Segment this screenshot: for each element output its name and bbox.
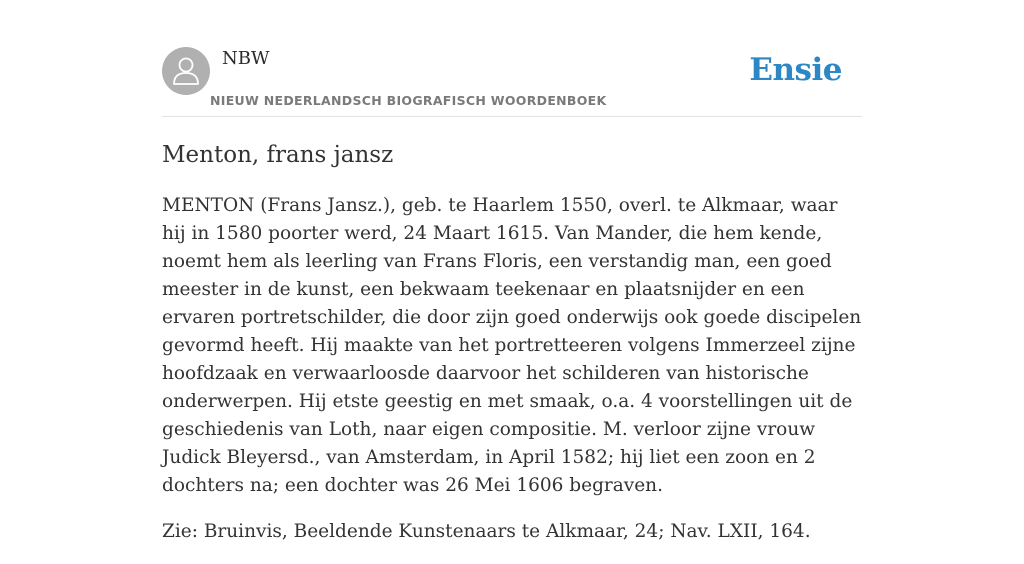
article-paragraph-main: MENTON (Frans Jansz.), geb. te Haarlem 1550, overl. te Alkmaar, waar hij in 1580 poorter werd, 24 Maart 1615. Van Mander, die hem kende, noemt hem als leerling van Frans Floris, een verstandig man, een goed meester in de kunst, een bekwaam teekenaar en plaatsnijder en een ervaren portretschilder, die door zijn goed onderwijs ook goede discipelen gevormd heeft. Hij maakte van het portretteeren volgens Immerzeel zijne hoofdzaak en verwaarloosde daarvoor het schilderen van historische onderwerpen. Hij etste geestig en met smaak, o.a. 4 voorstellingen uit de geschiedenis van Loth, naar eigen compositie. M. verloor zijne vrouw Judick Bleyersd., van Amsterdam, in April 1582; hij liet een zoon en 2 dochters na; een dochter was 26 Mei 1606 begraven. [162,195,862,496]
source-subtitle: NIEUW NEDERLANDSCH BIOGRAFISCH WOORDENBOEK [210,93,607,108]
source-name[interactable]: NBW [222,48,270,69]
source-avatar[interactable] [162,47,210,95]
article-title: Menton, frans jansz [162,142,394,168]
article-paragraph-references: Zie: Bruinvis, Beeldende Kunstenaars te Alkmaar, 24; Nav. LXII, 164. [162,521,811,542]
ensie-logo[interactable]: Ensie [749,52,842,88]
source-header [162,46,862,117]
article-body [162,192,862,564]
user-icon [172,56,200,86]
